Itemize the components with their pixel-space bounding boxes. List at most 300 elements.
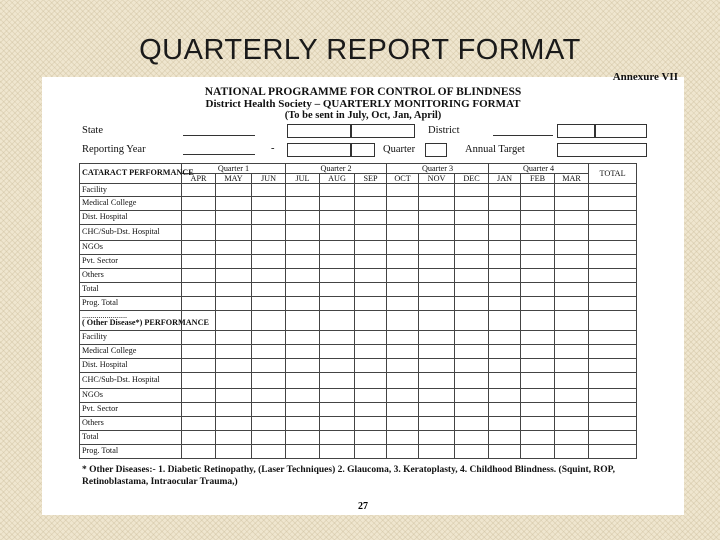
table-cell: [387, 184, 419, 197]
table-cell: [320, 389, 355, 403]
table-cell: [320, 269, 355, 283]
table-cell: [455, 241, 489, 255]
performance-table: [79, 163, 637, 459]
table-cell: [489, 331, 521, 345]
table-cell: [419, 283, 455, 297]
table-cell: [355, 345, 387, 359]
table-row: [80, 345, 637, 359]
cataract-row-label: Medical College: [80, 197, 182, 211]
table-cell: [286, 297, 320, 311]
table-cell: [489, 241, 521, 255]
table-cell: [216, 403, 252, 417]
table-cell: [286, 417, 320, 431]
table-cell: [589, 359, 637, 373]
cataract-row-label: CHC/Sub-Dst. Hospital: [80, 225, 182, 241]
other-disease-row-label: CHC/Sub-Dst. Hospital: [80, 373, 182, 389]
table-cell: [419, 345, 455, 359]
quarter-box: [425, 143, 447, 157]
table-cell: [489, 345, 521, 359]
table-cell: [252, 184, 286, 197]
table-cell: [320, 373, 355, 389]
table-cell: [216, 431, 252, 445]
table-cell: [419, 331, 455, 345]
table-cell: [521, 311, 555, 331]
table-cell: [589, 417, 637, 431]
format-heading: District Health Society – QUARTERLY MONITORING FORMAT: [205, 98, 521, 110]
month-header: FEB: [521, 174, 555, 184]
table-cell: [216, 373, 252, 389]
table-cell: [589, 403, 637, 417]
table-cell: [555, 359, 589, 373]
table-cell: [489, 225, 521, 241]
table-cell: [320, 431, 355, 445]
table-cell: [555, 211, 589, 225]
table-cell: [286, 445, 320, 459]
month-header: MAY: [216, 174, 252, 184]
table-cell: [182, 283, 216, 297]
table-row: [80, 431, 637, 445]
table-cell: [555, 255, 589, 269]
cataract-header: CATARACT PERFORMANCE: [80, 164, 182, 184]
table-cell: [521, 184, 555, 197]
table-cell: [355, 225, 387, 241]
district-box-1: [557, 124, 595, 138]
table-cell: [521, 297, 555, 311]
table-cell: [252, 403, 286, 417]
table-cell: [387, 297, 419, 311]
blank-dots: ......................: [82, 311, 128, 321]
table-row: [80, 445, 637, 459]
table-cell: [387, 225, 419, 241]
quarter-2-header: Quarter 2: [286, 164, 387, 174]
table-cell: [252, 283, 286, 297]
table-cell: [355, 389, 387, 403]
table-cell: [387, 211, 419, 225]
table-body: [80, 164, 637, 459]
table-row: [80, 269, 637, 283]
table-cell: [489, 211, 521, 225]
other-disease-header-row: [80, 311, 637, 331]
table-row: [80, 211, 637, 225]
table-cell: [355, 359, 387, 373]
other-disease-row-label: Prog. Total: [80, 445, 182, 459]
table-cell: [489, 373, 521, 389]
table-cell: [589, 373, 637, 389]
month-header: APR: [182, 174, 216, 184]
table-cell: [182, 359, 216, 373]
table-cell: [419, 403, 455, 417]
table-cell: [252, 331, 286, 345]
table-row: [80, 373, 637, 389]
table-cell: [489, 403, 521, 417]
table-cell: [320, 255, 355, 269]
table-cell: [489, 184, 521, 197]
other-disease-row-label: Others: [80, 417, 182, 431]
other-disease-header-text: ( Other Disease*) PERFORMANCE: [82, 318, 209, 328]
table-cell: [216, 269, 252, 283]
table-cell: [286, 431, 320, 445]
table-cell: [489, 283, 521, 297]
table-cell: [355, 269, 387, 283]
table-cell: [252, 225, 286, 241]
scanned-document: [42, 71, 684, 515]
annual-target-box: [557, 143, 647, 157]
other-disease-row-label: Pvt. Sector: [80, 403, 182, 417]
table-cell: [216, 283, 252, 297]
table-cell: [320, 417, 355, 431]
table-cell: [489, 359, 521, 373]
table-cell: [455, 255, 489, 269]
table-cell: [355, 211, 387, 225]
schedule-note: (To be sent in July, Oct, Jan, April): [284, 110, 442, 121]
table-cell: [455, 225, 489, 241]
table-cell: [521, 269, 555, 283]
month-header: MAR: [555, 174, 589, 184]
annual-target-label: Annual Target: [465, 144, 525, 155]
table-cell: [555, 373, 589, 389]
table-cell: [286, 311, 320, 331]
cataract-row-label: Dist. Hospital: [80, 211, 182, 225]
table-cell: [521, 373, 555, 389]
table-cell: [521, 445, 555, 459]
table-cell: [521, 417, 555, 431]
table-cell: [355, 241, 387, 255]
table-cell: [589, 269, 637, 283]
table-cell: [320, 345, 355, 359]
table-cell: [252, 389, 286, 403]
table-cell: [355, 197, 387, 211]
state-box-2: [351, 124, 415, 138]
table-cell: [320, 225, 355, 241]
cataract-row-label: NGOs: [80, 241, 182, 255]
table-cell: [286, 331, 320, 345]
table-cell: [286, 241, 320, 255]
table-cell: [320, 403, 355, 417]
table-cell: [455, 431, 489, 445]
quarter-4-header: Quarter 4: [489, 164, 589, 174]
month-header: JUN: [252, 174, 286, 184]
table-cell: [455, 197, 489, 211]
table-cell: [355, 255, 387, 269]
table-cell: [320, 211, 355, 225]
table-cell: [286, 184, 320, 197]
table-cell: [555, 417, 589, 431]
slide-title: QUARTERLY REPORT FORMAT: [139, 34, 581, 66]
table-cell: [387, 403, 419, 417]
table-cell: [286, 197, 320, 211]
table-row: [80, 255, 637, 269]
reporting-year-label: Reporting Year: [82, 144, 146, 155]
table-cell: [355, 311, 387, 331]
table-cell: [182, 197, 216, 211]
month-header: SEP: [355, 174, 387, 184]
table-cell: [489, 197, 521, 211]
table-cell: [419, 417, 455, 431]
table-cell: [521, 283, 555, 297]
table-cell: [216, 255, 252, 269]
district-line: [493, 135, 553, 136]
table-cell: [521, 241, 555, 255]
table-cell: [489, 311, 521, 331]
table-cell: [320, 197, 355, 211]
table-cell: [489, 255, 521, 269]
month-header: AUG: [320, 174, 355, 184]
table-cell: [521, 225, 555, 241]
table-cell: [555, 241, 589, 255]
year-dash: -: [271, 143, 275, 154]
table-cell: [286, 389, 320, 403]
state-box-1: [287, 124, 351, 138]
quarter-1-header: Quarter 1: [182, 164, 286, 174]
table-cell: [589, 431, 637, 445]
table-cell: [355, 297, 387, 311]
district-box-2: [595, 124, 647, 138]
table-cell: [320, 184, 355, 197]
table-cell: [589, 197, 637, 211]
table-row: [80, 225, 637, 241]
total-header: TOTAL: [589, 164, 637, 184]
table-row: [80, 359, 637, 373]
table-cell: [589, 283, 637, 297]
table-cell: [216, 389, 252, 403]
table-cell: [387, 241, 419, 255]
table-cell: [182, 431, 216, 445]
other-disease-header: [80, 311, 209, 331]
table-cell: [589, 345, 637, 359]
table-cell: [252, 197, 286, 211]
other-disease-row-label: Medical College: [80, 345, 182, 359]
table-cell: [216, 184, 252, 197]
table-cell: [387, 373, 419, 389]
table-cell: [589, 311, 637, 331]
month-header: JAN: [489, 174, 521, 184]
district-label: District: [428, 125, 460, 136]
table-cell: [286, 283, 320, 297]
table-cell: [320, 241, 355, 255]
table-cell: [489, 445, 521, 459]
table-cell: [252, 311, 286, 331]
table-cell: [182, 184, 216, 197]
table-cell: [419, 211, 455, 225]
table-cell: [455, 445, 489, 459]
footnote: * Other Diseases:- 1. Diabetic Retinopathy, (Laser Techniques) 2. Glaucoma, 3. Keratoplasty, 4. Childhood Blindness. (Squint, ROP, Retinoblastama, Intraocular Trauma,): [82, 465, 615, 487]
table-cell: [252, 445, 286, 459]
table-cell: [216, 225, 252, 241]
table-cell: [320, 311, 355, 331]
table-cell: [216, 445, 252, 459]
table-cell: [521, 255, 555, 269]
table-cell: [252, 417, 286, 431]
table-cell: [489, 389, 521, 403]
table-cell: [320, 297, 355, 311]
table-cell: [182, 445, 216, 459]
month-header: DEC: [455, 174, 489, 184]
table-cell: [216, 197, 252, 211]
table-cell: [252, 255, 286, 269]
table-cell: [455, 417, 489, 431]
table-cell: [555, 403, 589, 417]
table-cell: [555, 283, 589, 297]
table-cell: [555, 197, 589, 211]
table-cell: [182, 255, 216, 269]
table-cell: [286, 211, 320, 225]
table-cell: [355, 445, 387, 459]
table-cell: [521, 359, 555, 373]
table-cell: [419, 269, 455, 283]
table-cell: [252, 269, 286, 283]
table-row: [80, 297, 637, 311]
table-cell: [252, 297, 286, 311]
other-disease-row-label: NGOs: [80, 389, 182, 403]
table-cell: [455, 345, 489, 359]
table-cell: [252, 241, 286, 255]
table-cell: [387, 331, 419, 345]
month-header: NOV: [419, 174, 455, 184]
table-cell: [387, 283, 419, 297]
state-line: [183, 135, 255, 136]
table-cell: [419, 311, 455, 331]
cataract-row-label: Total: [80, 283, 182, 297]
table-cell: [589, 445, 637, 459]
table-row: [80, 389, 637, 403]
programme-heading: NATIONAL PROGRAMME FOR CONTROL OF BLINDNESS: [204, 86, 522, 98]
table-cell: [589, 241, 637, 255]
table-cell: [182, 331, 216, 345]
cataract-row-label: Pvt. Sector: [80, 255, 182, 269]
table-cell: [419, 255, 455, 269]
table-cell: [555, 225, 589, 241]
table-row: [80, 283, 637, 297]
table-cell: [419, 225, 455, 241]
table-cell: [521, 389, 555, 403]
cataract-row-label: Facility: [80, 184, 182, 197]
table-cell: [355, 431, 387, 445]
table-cell: [589, 184, 637, 197]
table-cell: [555, 331, 589, 345]
table-cell: [455, 331, 489, 345]
table-cell: [216, 211, 252, 225]
table-cell: [252, 345, 286, 359]
annexure-label: Annexure VII: [612, 71, 678, 83]
table-cell: [216, 331, 252, 345]
table-cell: [182, 389, 216, 403]
table-cell: [182, 417, 216, 431]
table-cell: [252, 359, 286, 373]
year-box-1: [287, 143, 351, 157]
table-cell: [521, 211, 555, 225]
table-cell: [489, 417, 521, 431]
table-cell: [419, 445, 455, 459]
table-cell: [182, 241, 216, 255]
table-cell: [286, 359, 320, 373]
table-cell: [521, 345, 555, 359]
table-cell: [555, 445, 589, 459]
table-cell: [555, 184, 589, 197]
table-cell: [355, 184, 387, 197]
table-row: [80, 417, 637, 431]
month-header: JUL: [286, 174, 320, 184]
table-cell: [252, 431, 286, 445]
table-cell: [182, 211, 216, 225]
table-cell: [355, 403, 387, 417]
table-cell: [521, 331, 555, 345]
table-cell: [355, 331, 387, 345]
table-cell: [387, 389, 419, 403]
table-cell: [387, 269, 419, 283]
table-cell: [419, 297, 455, 311]
table-cell: [455, 269, 489, 283]
state-label: State: [82, 125, 103, 136]
table-cell: [216, 359, 252, 373]
table-cell: [555, 431, 589, 445]
table-cell: [286, 225, 320, 241]
table-cell: [419, 197, 455, 211]
table-cell: [455, 311, 489, 331]
table-cell: [455, 403, 489, 417]
table-cell: [555, 389, 589, 403]
table-cell: [286, 269, 320, 283]
table-cell: [455, 297, 489, 311]
table-cell: [182, 345, 216, 359]
other-disease-row-label: Dist. Hospital: [80, 359, 182, 373]
month-header: OCT: [387, 174, 419, 184]
table-row: [80, 403, 637, 417]
table-cell: [387, 345, 419, 359]
table-cell: [355, 283, 387, 297]
table-cell: [555, 345, 589, 359]
table-cell: [182, 373, 216, 389]
table-cell: [521, 197, 555, 211]
table-cell: [387, 197, 419, 211]
table-cell: [589, 225, 637, 241]
table-cell: [589, 211, 637, 225]
table-cell: [555, 269, 589, 283]
table-cell: [286, 373, 320, 389]
table-cell: [555, 297, 589, 311]
table-cell: [489, 297, 521, 311]
table-cell: [455, 359, 489, 373]
table-cell: [182, 225, 216, 241]
other-disease-row-label: Facility: [80, 331, 182, 345]
table-cell: [419, 359, 455, 373]
quarter-3-header: Quarter 3: [387, 164, 489, 174]
table-cell: [355, 373, 387, 389]
table-row: [80, 184, 637, 197]
table-cell: [286, 403, 320, 417]
table-cell: [455, 373, 489, 389]
table-cell: [182, 297, 216, 311]
table-cell: [387, 445, 419, 459]
table-cell: [252, 373, 286, 389]
table-cell: [182, 269, 216, 283]
table-cell: [320, 331, 355, 345]
year-line: [183, 154, 255, 155]
table-cell: [320, 283, 355, 297]
table-cell: [419, 184, 455, 197]
cataract-row-label: Others: [80, 269, 182, 283]
table-cell: [489, 431, 521, 445]
table-cell: [182, 403, 216, 417]
table-cell: [320, 445, 355, 459]
table-cell: [589, 389, 637, 403]
table-cell: [455, 211, 489, 225]
table-cell: [419, 431, 455, 445]
table-cell: [589, 255, 637, 269]
table-cell: [216, 311, 252, 331]
table-cell: [419, 373, 455, 389]
table-cell: [455, 389, 489, 403]
table-cell: [589, 331, 637, 345]
